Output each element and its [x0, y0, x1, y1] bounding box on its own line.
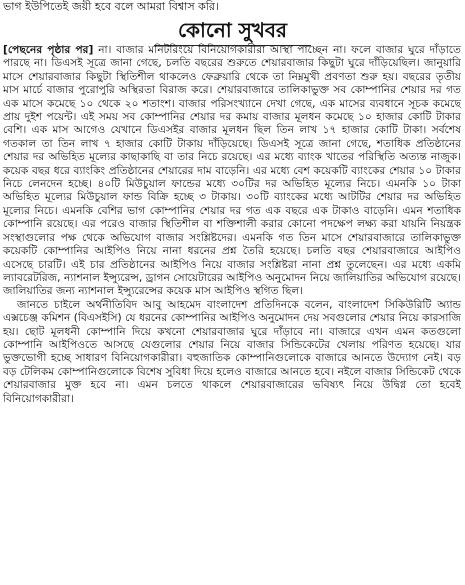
article-headline: কোনো সুখবর — [154, 15, 311, 46]
article-paragraph — [3, 299, 461, 406]
paragraph-text: না। বাজার মনিটরিংয়ে বিনিয়োগকারীরা আস্থা পাচ্ছেন না। ফলে বাজার ঘুরে দাঁড়াতে পারছে না। ডিএসই সূত্রে জানা গেছে, চলতি বছরের শুরুতে শেয়ারবাজার কিছুটা ঘুরে দাঁড়িয়েছিল। জানুয়ারি মাসে শেয়ারবাজার কিছুটা স্থিতিশীল থাকলেও ফেব্রুয়ারি থেকে তা নিম্নমুখী প্রবণতা শুরু হয়। বছরের তৃতীয় মাস মার্চে বাজার পুরোপুরি অস্থিরতা বিরাজ করে। শেয়ারবাজারে তালিকাভুক্ত সব কোম্পানির শেয়ার দর গত এক মাসে কমেছে ১০ থেকে ২০ শতাংশ। বাজার পরিসংখ্যানে দেখা গেছে, এক মাসের ব্যবধানে সূচক কমেছে প্রায় দুইশ পয়েন্ট। এই সময় সব কোম্পানির শেয়ার দর কমায় বাজার মূলধন কমেছে ১০ হাজার কোটি টাকার বেশি। এক মাস আগেও যেখানে ডিএসইর বাজার মূলধন ছিল তিন লাখ ১৭ হাজার কোটি টাকা। সর্বশেষ গতকাল তা তিন লাখ ৭ হাজার কোটি টাকায় দাঁড়িয়েছে। ডিএসই সূত্রে জানা গেছে, শতাধিক প্রতিষ্ঠানের শেয়ার দর অভিহিত মূল্যের কাছাকাছি বা তার নিচে রয়েছে। এর মধ্যে ব্যাংক খাতের পরিস্থিতি অত্যন্ত নাজুক। কয়েক বছর ধরে ব্যাংকিং প্রতিষ্ঠানের শেয়ারের দাম বাড়েনি। এর মধ্যে বেশ কয়েকটি ব্যাংকের শেয়ার ১০ টাকার নিচে লেনদেন হচ্ছে। ৪০টি মিউচুয়াল ফান্ডের মধ্যে ৩০টির দর অভিহিত মূল্যের নিচে। এমনকি ১০ টাকা অভিহিত মূল্যের মিউচুয়াল ফান্ড বিক্রি হচ্ছে ৩ টাকায়। ৩০টি ব্যাংকের মধ্যে আটটির শেয়ার দর অভিহিত মূল্যের নিচে। এমনকি বেশির ভাগ কোম্পানির শেয়ার দর গত এক বছরে এক টাকাও বাড়েনি। এমন শতাধিক কোম্পানি রয়েছে। এর পরেও বাজার স্থিতিশীল বা শক্তিশালী করার কোনো পদক্ষেপ লক্ষ্য করা যায়নি নিয়ন্ত্রক সংস্থাগুলোর পক্ষ থেকে অভিযোগ বাজার সংশ্লিষ্টদের। এমনকি গত তিন মাসে শেয়ারবাজারে তালিকাভুক্ত কয়েকটি কোম্পানির আইপিও নিয়ে নানা ধরনের প্রশ্ন তৈরি হয়েছে। চলতি বছর শেয়ারবাজারে আইপিও এসেছে চারটি। এই চার প্রতিষ্ঠানের আইপিও নিয়ে বাজার সংশ্লিষ্টরা নানা প্রশ্ন তুলেছেন। এর মধ্যে একমি ল্যাবরেটরিজ, ন্যাশনাল ইন্স্যুরেন্স, ড্রাগন সোয়েটারের আইপিও অনুমোদন নিয়ে জালিয়াতির অভিযোগ রয়েছে। জালিয়াতির জন্য ন্যাশনাল ইন্স্যুরেন্সের কয়েক মাস আইপিও স্থগিত ছিল। — [3, 44, 461, 298]
continuation-marker: [পেছনের পৃষ্ঠার পর] — [3, 44, 94, 56]
article-body — [3, 44, 461, 406]
previous-article-fragment: ভাগ ইউপিতেই জয়ী হবে বলে আমরা বিশ্বাস করি। — [3, 0, 219, 13]
paragraph-text: জানতে চাইলে অর্থনীতিবিদ আবু আহমেদ বাংলাদেশ প্রতিদিনকে বলেন, বাংলাদেশ সিকিউরিটি অ্যান্ড এক্সচেঞ্জ কমিশন (বিএসইসি) যে ধরনের কোম্পানির আইপিও অনুমোদন দেয় সবগুলোর শেয়ার নিয়ে কারসাজি হয়। ছোট মূলধনী কোম্পানি দিয়ে কখনো শেয়ারবাজার ঘুরে দাঁড়াবে না। বাজারে এখন এমন কতগুলো কোম্পানি আইপিওতে আসছে যেগুলোর শেয়ার নিয়ে বাজার সিন্ডিকেটের খেলায় পরিণত হয়েছে। যার ভুক্তভোগী হচ্ছে সাধারণ বিনিয়োগকারীরা। বহুজাতিক কোম্পানিগুলোকে বাজারে আনতে উদ্যোগ নেই। বড় বড় টেলিকম কোম্পানিগুলোকে বিশেষ সুবিধা দিয়ে হলেও বাজারে আনতে হবে। নইলে বাজার সিন্ডিকেট থেকে শেয়ারবাজার মুক্ত হবে না। এমন চলতে থাকলে শেয়ারবাজারের ভবিষ্যৎ নিয়ে উদ্বিগ্ন তো হবেই বিনিয়োগকারীরা। — [3, 298, 461, 405]
article-paragraph — [3, 44, 461, 299]
